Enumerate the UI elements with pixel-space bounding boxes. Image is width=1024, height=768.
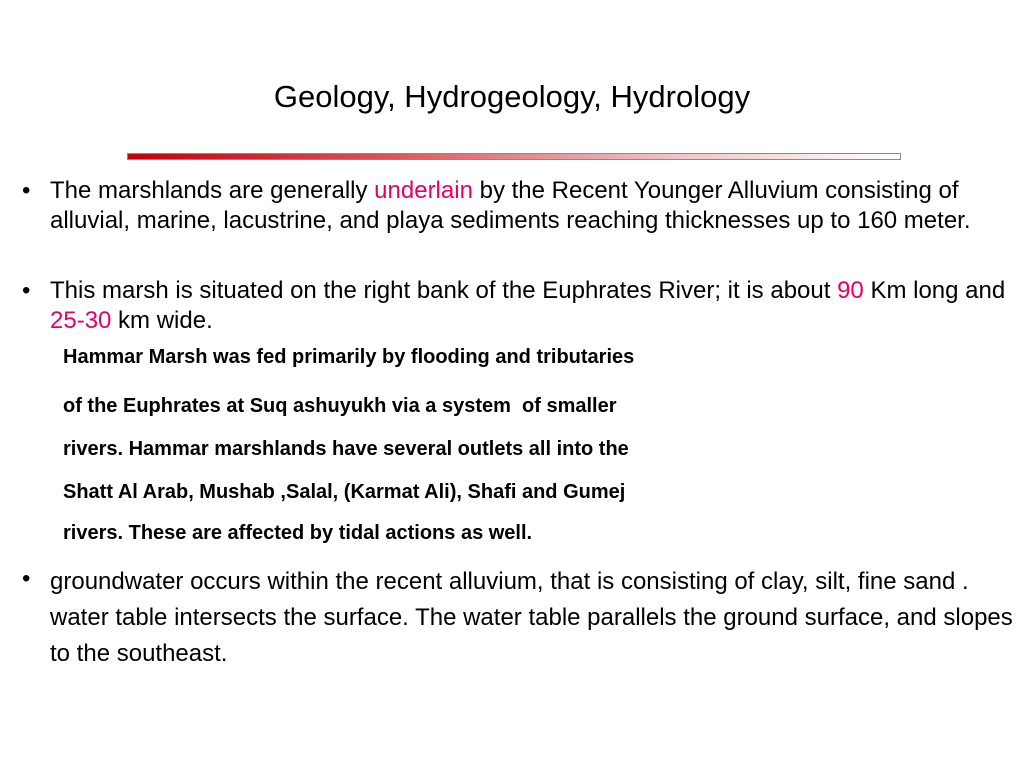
bullet-marker: • — [22, 565, 31, 592]
highlight-underlain: underlain — [374, 177, 473, 204]
bullet-location-end: km wide. — [111, 307, 213, 334]
marsh-paragraph-line: Hammar Marsh was fed primarily by flooding and tributaries — [63, 346, 635, 368]
bullet-marker: • — [22, 177, 31, 204]
bullet-location-lead: This marsh is situated on the right bank of the Euphrates River; it is about — [50, 277, 838, 304]
bullet-alluvium-text — [50, 176, 1016, 236]
highlight-width: 25-30 — [50, 307, 112, 334]
slide-title: Geology, Hydrogeology, Hydrology — [273, 79, 751, 114]
bullet-location-mid: Km long and — [863, 277, 1006, 304]
marsh-paragraph-line: Shatt Al Arab, Mushab ,Salal, (Karmat Ali), Shafi and Gumej — [63, 481, 626, 503]
highlight-length: 90 — [837, 277, 864, 304]
bullet-marker: • — [22, 277, 31, 304]
marsh-paragraph-line: rivers. These are affected by tidal actions as well. — [63, 522, 533, 544]
bullet-groundwater-text: groundwater occurs within the recent alluvium, that is consisting of clay, silt, fine sand . water table intersects the surface. The water table parallels the ground surface, and slopes to the southeast. — [50, 568, 1013, 667]
bullet-alluvium-rest: by the Recent Younger Alluvium consisting of alluvial, marine, lacustrine, and playa sediments reaching thicknesses up to 160 meter. — [50, 177, 971, 234]
marsh-paragraph-line: of the Euphrates at Suq ashuyukh via a system of smaller — [63, 395, 617, 417]
bullet-location-text — [50, 276, 1016, 336]
marsh-paragraph-line: rivers. Hammar marshlands have several outlets all into the — [63, 438, 629, 460]
bullet-alluvium-lead: The marshlands are generally — [50, 177, 375, 204]
title-divider-bar — [127, 153, 901, 160]
